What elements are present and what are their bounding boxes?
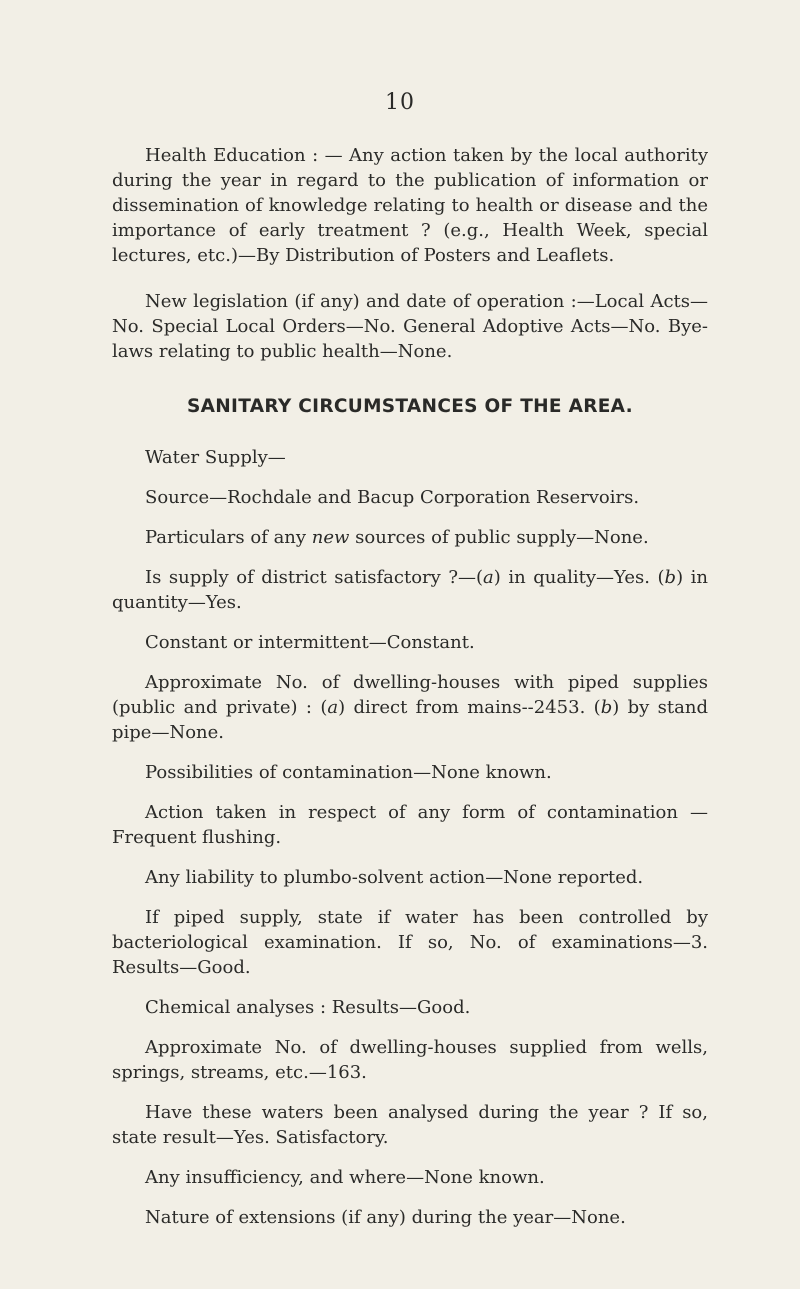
extensions-paragraph: Nature of extensions (if any) during the year—None. (145, 1207, 626, 1228)
dwellings-piped-paragraph (112, 670, 708, 745)
analysed-paragraph: Have these waters been analysed during the year ? If so, state result—Yes. Satisfactory. (112, 1102, 708, 1148)
new-sources-italic: new (311, 527, 350, 548)
water-source-paragraph: Source—Rochdale and Bacup Corporation Reservoirs. (145, 487, 640, 508)
supply-satisfactory-paragraph (112, 565, 708, 615)
dwellings-text-1: Approximate No. of dwelling-houses with piped supplies (public and private) : ( (112, 672, 708, 718)
chemical-analyses-paragraph: Chemical analyses : Results—Good. (145, 997, 471, 1018)
action-taken-paragraph: Action taken in respect of any form of contamination — Frequent flushing. (112, 802, 708, 848)
new-sources-paragraph (112, 525, 708, 550)
satisfactory-letter-a: a (483, 567, 494, 588)
plumbo-solvent-paragraph: Any liability to plumbo-solvent action—None reported. (145, 867, 644, 888)
dwellings-letter-b: b (600, 697, 613, 718)
insufficiency-paragraph: Any insufficiency, and where—None known. (145, 1167, 545, 1188)
wells-paragraph: Approximate No. of dwelling-houses supplied from wells, springs, streams, etc.—163. (112, 1037, 708, 1083)
health-education-paragraph: Health Education : — Any action taken by the local authority during the year in regard to the publication of information or dissemination of knowledge relating to health or disease and the importance of early treatment ? (e.g., Health Week, special lectures, etc.)—By Distribution of Posters and Leaflets. (112, 145, 708, 266)
page-content (112, 143, 708, 1230)
satisfactory-text-2: ) in quality—Yes. ( (493, 567, 665, 588)
new-legislation-paragraph: New legislation (if any) and date of operation :—Local Acts—No. Special Local Orders—No. General Adoptive Acts—No. Bye-laws relating to public health—None. (112, 291, 708, 362)
water-supply-title: Water Supply— (145, 447, 286, 468)
dwellings-text-2: ) direct from mains--2453. ( (338, 697, 601, 718)
dwellings-text-3: ) by stand pipe—None. (112, 697, 708, 743)
satisfactory-text-3: ) in quantity—Yes. (112, 567, 709, 613)
satisfactory-letter-b: b (664, 567, 677, 588)
section-heading: SANITARY CIRCUMSTANCES OF THE AREA. (187, 396, 633, 417)
constant-paragraph: Constant or intermittent—Constant. (145, 632, 475, 653)
contamination-paragraph: Possibilities of contamination—None known. (145, 762, 552, 783)
page-number: 10 (385, 90, 415, 115)
new-sources-text-after: sources of public supply—None. (349, 527, 649, 548)
bacteriological-paragraph: If piped supply, state if water has been controlled by bacteriological examination. If so, No. of examinations—3. Results—Good. (112, 907, 708, 978)
dwellings-letter-a: a (327, 697, 339, 718)
satisfactory-text-1: Is supply of district satisfactory ?—( (145, 567, 484, 588)
new-sources-text-before: Particulars of any (145, 527, 312, 548)
